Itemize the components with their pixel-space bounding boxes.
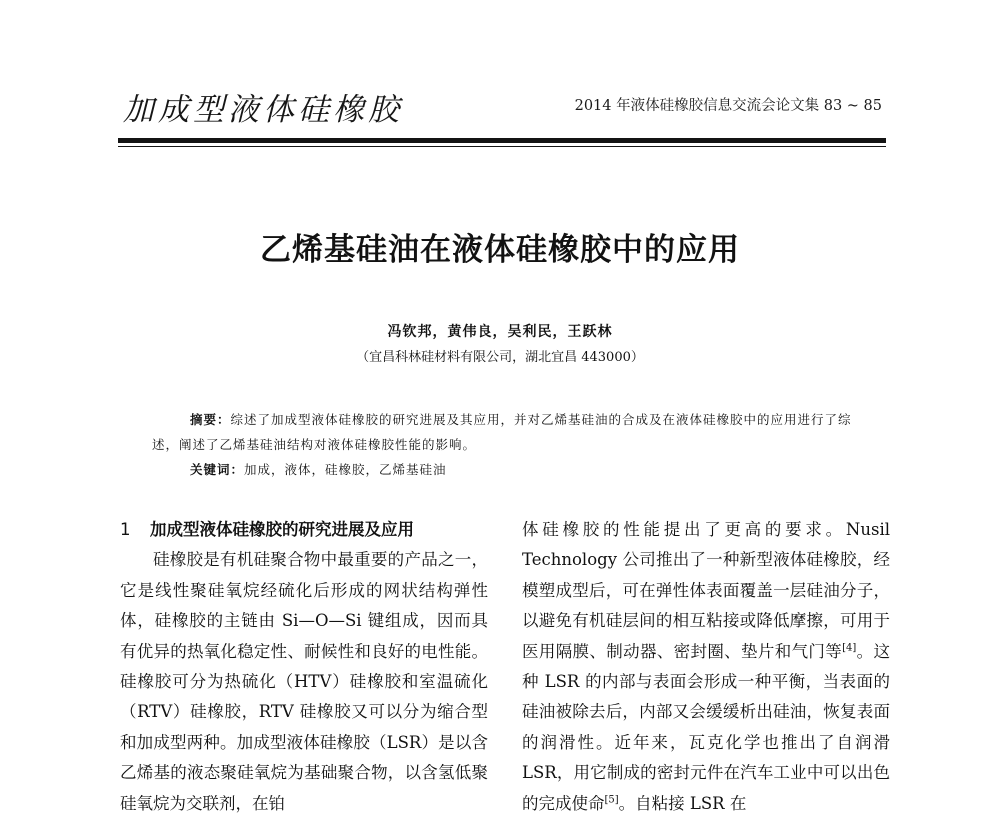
section-title: 加成型液体硅橡胶的研究进展及应用 bbox=[150, 520, 414, 539]
keywords-text: 加成，液体，硅橡胶，乙烯基硅油 bbox=[244, 462, 447, 477]
paragraph-text: 。自粘接 LSR 在 bbox=[618, 793, 747, 813]
keywords-label: 关键词： bbox=[190, 462, 245, 477]
abstract bbox=[152, 407, 852, 457]
header-rule-thick bbox=[118, 138, 886, 143]
paper-title: 乙烯基硅油在液体硅橡胶中的应用 bbox=[260, 232, 740, 268]
left-column bbox=[120, 515, 488, 819]
section-heading bbox=[120, 515, 488, 545]
body-paragraph-continued bbox=[522, 515, 890, 819]
paragraph-text: 。这种 LSR 的内部与表面会形成一种平衡，当表面的硅油被除去后，内部又会缓缓析出硅油，恢复表面的润滑性。近年来，瓦克化学也推出了自润滑 LSR，用它制成的密封元件在汽车工业中可以出色的完成使命 bbox=[522, 641, 891, 813]
abstract-block bbox=[152, 407, 852, 482]
citation-ref: [4] bbox=[842, 642, 857, 654]
section-number: 1 bbox=[120, 520, 131, 539]
header-rule-thin bbox=[118, 146, 886, 147]
citation: 2014 年液体硅橡胶信息交流会论文集 83 ~ 85 bbox=[574, 98, 882, 114]
citation-ref: [5] bbox=[604, 794, 619, 806]
right-column bbox=[522, 515, 890, 819]
body-paragraph: 硅橡胶是有机硅聚合物中最重要的产品之一，它是线性聚硅氧烷经硫化后形成的网状结构弹性体，硅橡胶的主链由 Si—O—Si 键组成，因而具有优异的热氧化稳定性、耐候性和良好的电性能。硅橡胶可分为热硫化（HTV）硅橡胶和室温硫化（RTV）硅橡胶，RTV 硅橡胶又可以分为缩合型和加成型两种。加成型液体硅橡胶（LSR）是以含乙烯基的液态聚硅氧烷为基础聚合物，以含氢低聚硅氧烷为交联剂，在铂 bbox=[120, 550, 488, 813]
authors: 冯钦邦，黄伟良，吴利民，王跃林 bbox=[387, 324, 613, 340]
journal-name: 加成型液体硅橡胶 bbox=[123, 92, 403, 128]
abstract-label: 摘要： bbox=[190, 412, 231, 427]
affiliation: （宜昌科林硅材料有限公司，湖北宜昌 443000） bbox=[356, 350, 644, 365]
paragraph-text: 体硅橡胶的性能提出了更高的要求。Nusil Technology 公司推出了一种新型液体硅橡胶，经模塑成型后，可在弹性体表面覆盖一层硅油分子，以避免有机硅层间的相互粘接或降低摩擦，可用于医用隔膜、制动器、密封圈、垫片和气门等 bbox=[522, 520, 890, 661]
keywords bbox=[190, 457, 852, 482]
abstract-text: 综述了加成型液体硅橡胶的研究进展及其应用，并对乙烯基硅油的合成及在液体硅橡胶中的应用进行了综述，阐述了乙烯基硅油结构对液体硅橡胶性能的影响。 bbox=[152, 412, 852, 452]
